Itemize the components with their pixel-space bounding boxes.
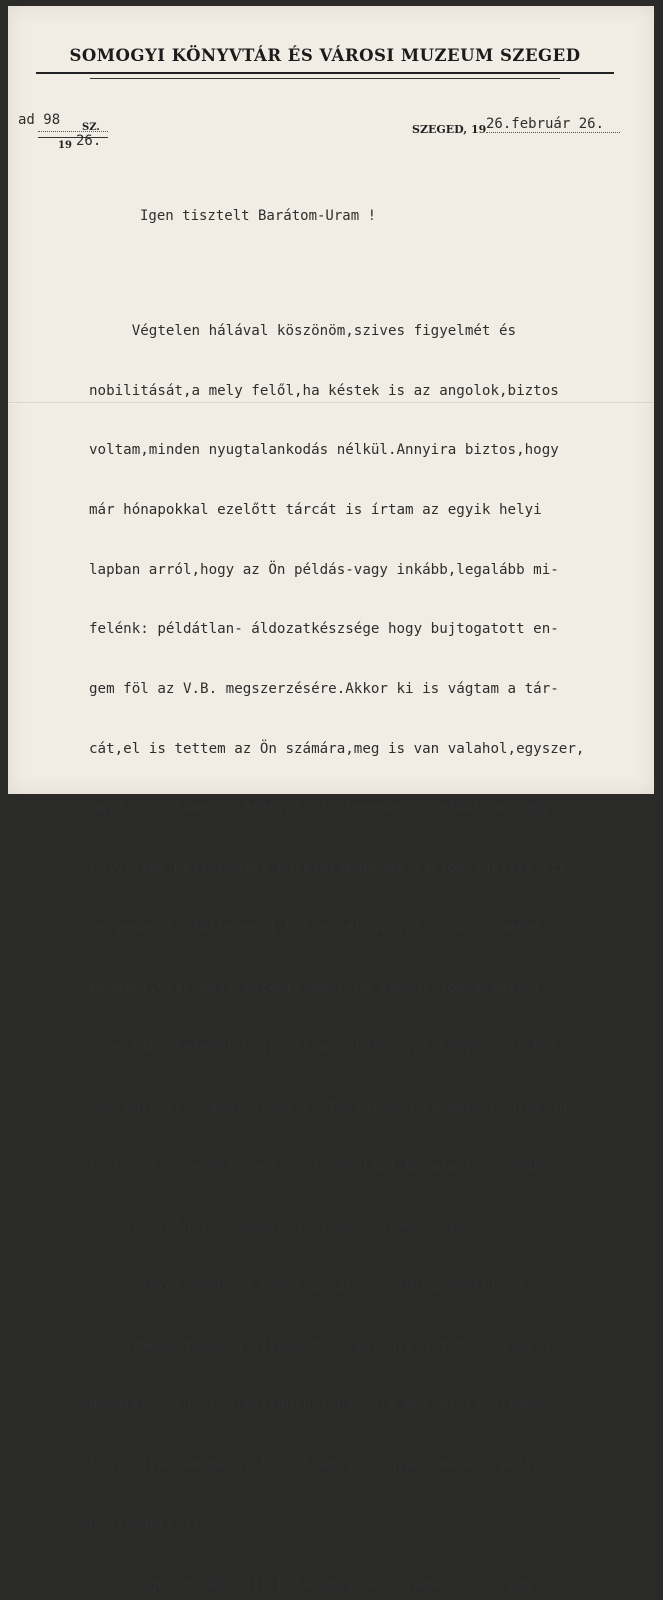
letter-line: már hónapokkal ezelőtt tárcát is írtam az egyik helyi — [89, 501, 542, 518]
letter-body — [89, 282, 584, 1600]
letter-line: csak embertelenül hajszolt az életem/,öt könyvön is kot- — [89, 1039, 568, 1056]
letter-salutation: Igen tisztelt Barátom-Uram ! — [140, 208, 377, 224]
letter-line: cát,el is tettem az Ön számára,meg is van valahol,egyszer, — [89, 740, 585, 757]
letterhead-rule — [36, 72, 614, 74]
letter-line: mondani.Csak most istentelenül be vagyok fogva/máskor — [89, 979, 542, 996]
letter-line: gem föl az V.B. megszerzésére.Akkor ki is vágtam a tár- — [89, 681, 559, 698]
letter-line: nyosságért is. — [89, 1516, 209, 1533]
letter-line: lapban arról,hogy az Ön példás-vagy inkább,legalább mi- — [89, 561, 559, 578]
dateline-date: 26.február 26. — [486, 116, 605, 132]
reference-year-label: 19 — [58, 140, 72, 151]
reference-sz-label: SZ. — [82, 122, 100, 133]
letter-line: voltam,minden nyugtalankodás nélkül.Annyira biztos,hogy — [89, 442, 559, 459]
letterhead-title: SOMOGYI KÖNYVTÁR ÉS VÁROSI MUZEUM SZEGED — [69, 46, 581, 65]
letter-line: mi természetesen a világért se jelenti azt,mintha az ál- — [89, 1337, 568, 1354]
letter-line: mélyesen is fölkeresni Önt és élőszóval is köszönetet — [89, 919, 542, 936]
reference-year: 26. — [76, 133, 102, 149]
letter-line: Végtelen hálával köszönöm,szives figyelmét és — [89, 322, 517, 339]
letter-line: Szeretném,ha a barátság állandósulna köztünk,a — [89, 1278, 525, 1295]
letter-line: tani kivánnám,hálás leszek én szerényebb méretü méltá- — [89, 1457, 551, 1474]
letter-line: Legutóbb küldött katalógusában szemet szúrt egy — [89, 1576, 534, 1593]
letter-line: mindez szolgáljon mentségéül késedelmes válaszomnak. — [89, 1218, 534, 1235]
dateline-dotted-line — [486, 132, 620, 133]
letter-line: majd ha jobban rá érek,elő is keresem és elküldöm,vagy — [89, 800, 551, 817]
letter-line: lok egyszerre,a miket az év folyamán a vakmerő Lantos ád — [89, 1098, 568, 1115]
dateline-city: SZEGED, 19 — [412, 123, 487, 136]
letter-line: fölviszem.Mert kedves kötelességemnek tartom egyszer sze- — [89, 860, 576, 877]
reference-number: ad 98 — [18, 112, 61, 128]
letter-line: felénk: példátlan- áldozatkészsége hogy bujtogatott en- — [89, 621, 559, 638]
letter-line: ki.Hozzá az egészségem se jó,családi bajaim is vannak,- — [89, 1158, 559, 1175]
letter-line: dozatkészségnek a mostanihoz hasonló mérvét is állandósí- — [89, 1397, 576, 1414]
letterhead-subrule — [90, 78, 560, 79]
letter-line: nobilitását,a mely felől,ha késtek is az angolok,biztos — [89, 382, 559, 399]
